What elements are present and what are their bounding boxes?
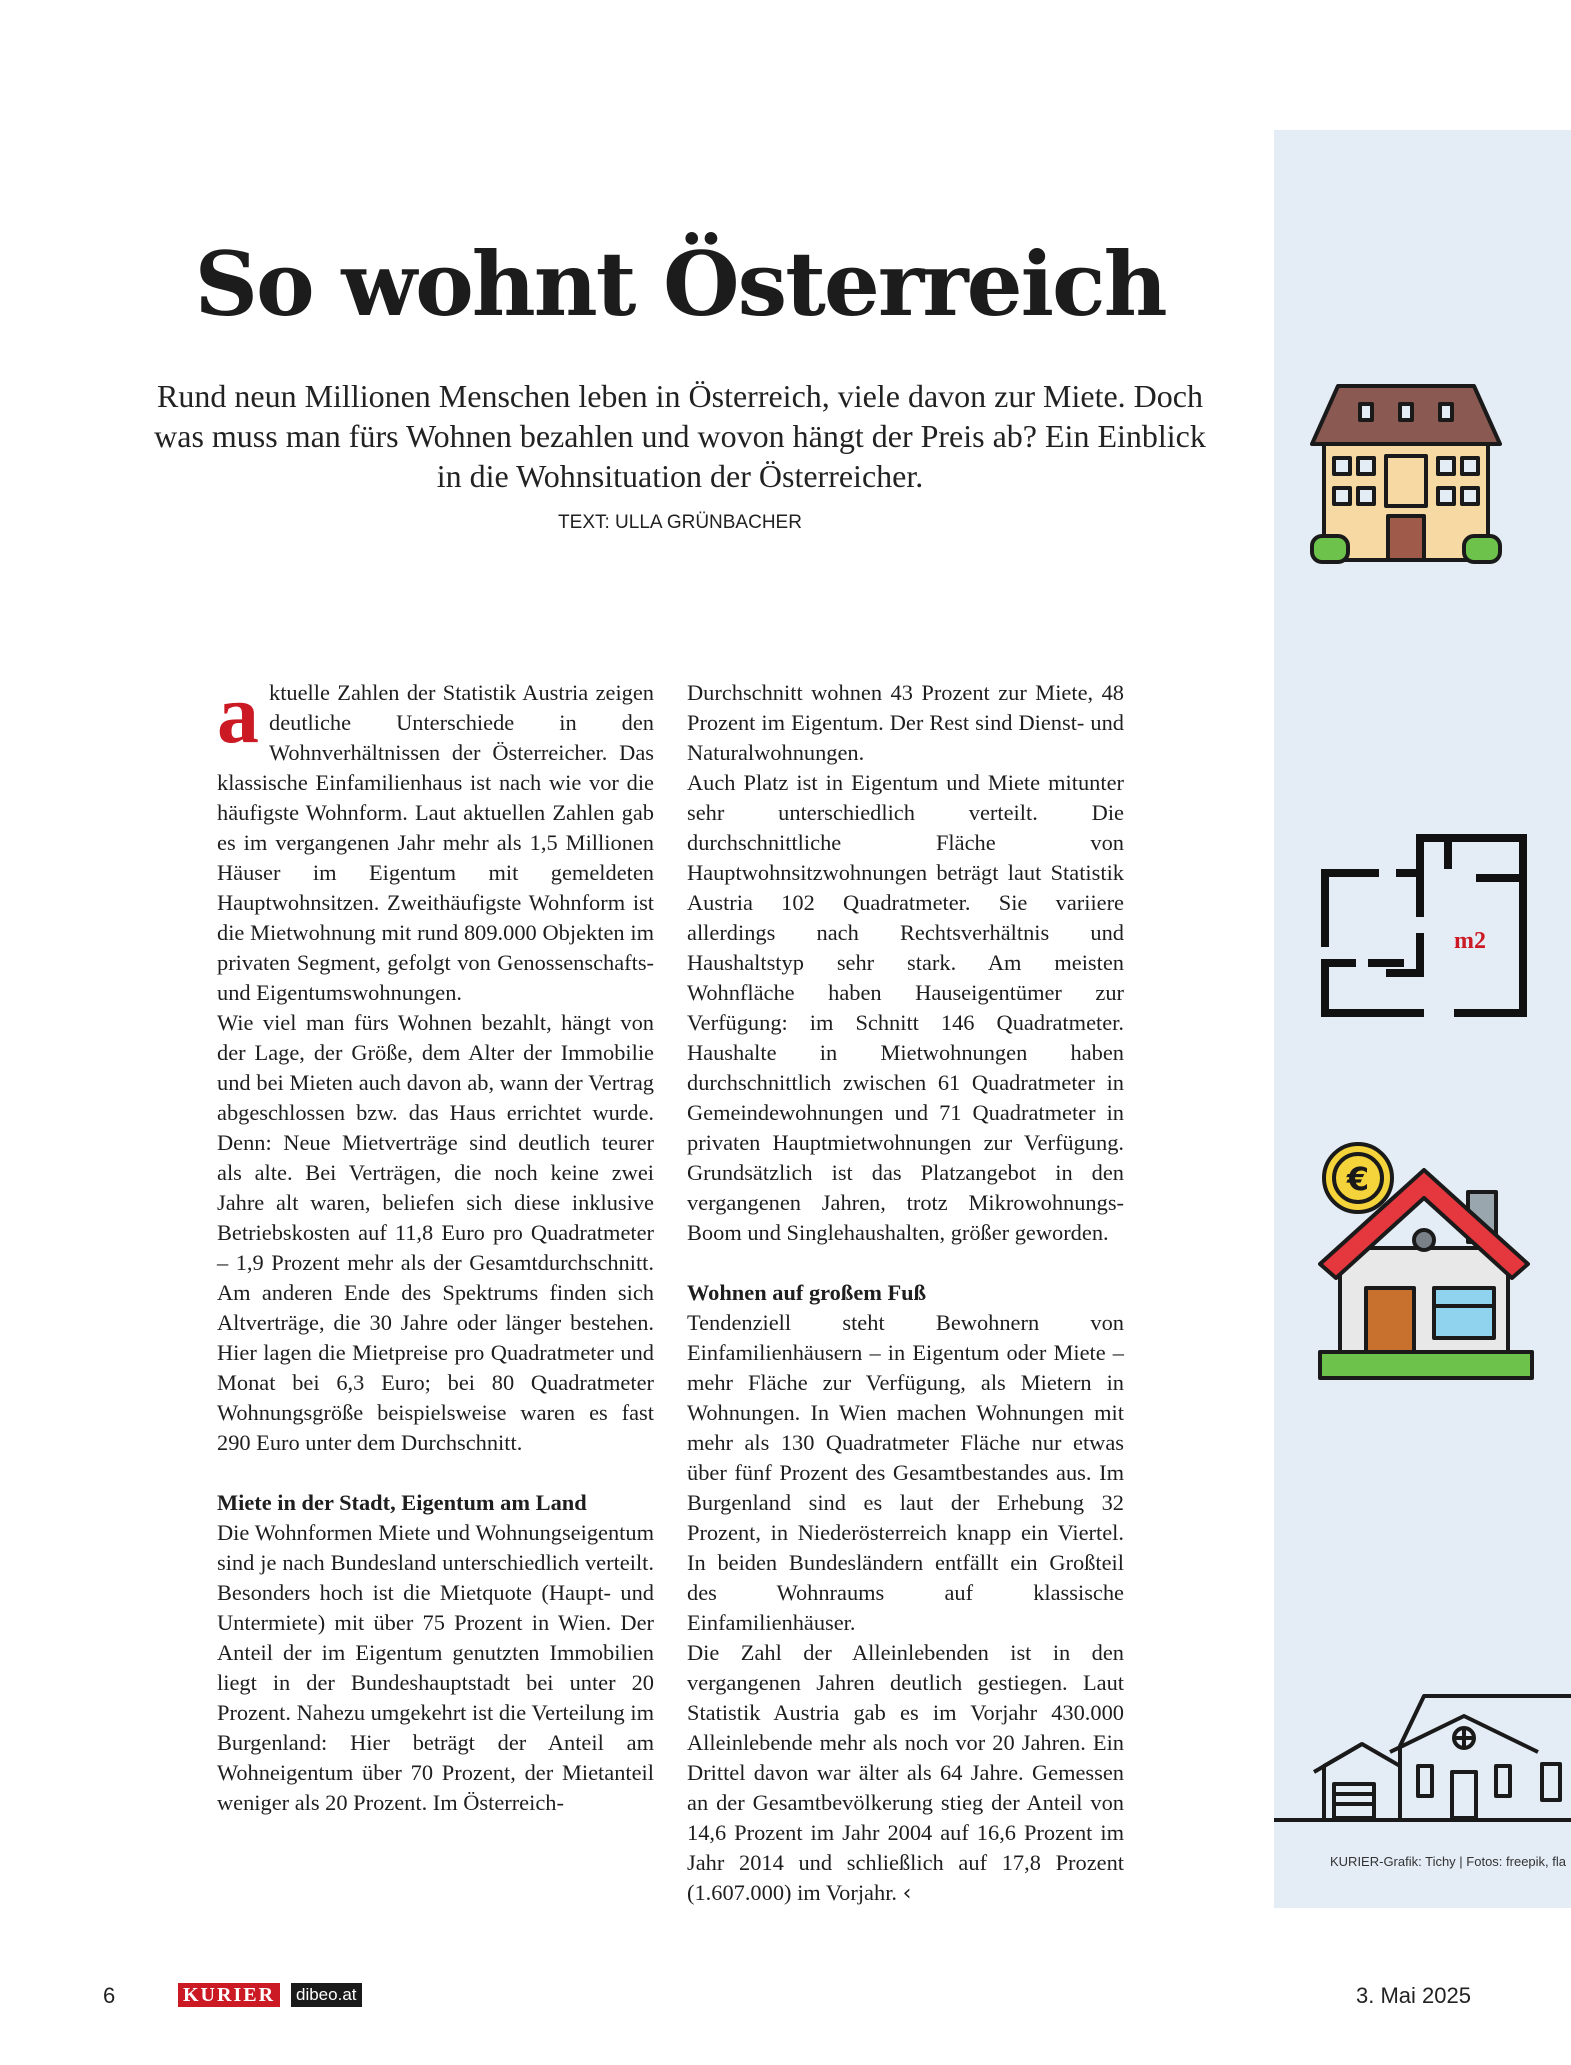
end-mark: ‹: [902, 1881, 912, 1906]
paragraph: Wie viel man fürs Wohnen bezahlt, hängt von der Lage, der Größe, dem Alter der Immobilie und bei Mieten auch davon ab, wann der Vertrag abgeschlossen bzw. das Haus errichtet wurde. Denn: Neue Mietverträge sind deutlich teurer als alte. Bei Verträgen, die noch keine zwei Jahre alt waren, beliefen sich diese inklusive Betriebskosten auf 11,8 Euro pro Quadratmeter – 1,9 Prozent mehr als der Gesamtdurchschnitt. Am anderen Ende des Spektrums finden sich Altverträge, die 30 Jahre oder länger bestehen. Hier lagen die Mietpreise pro Quadratmeter und Monat bei 6,3 Euro; bei 80 Quadratmeter Wohnungsgröße beispielsweise waren es fast 290 Euro unter dem Durchschnitt.: [217, 1010, 654, 1455]
apartment-building-icon: [1308, 382, 1504, 570]
page-number: 6: [103, 1983, 116, 2008]
dropcap: a: [217, 668, 259, 761]
house-euro-icon: [1318, 1140, 1534, 1382]
lead-paragraph: Rund neun Millionen Menschen leben in Österreich, viele davon zur Miete. Doch was muss man fürs Wohnen bezahlen und wovon hängt der Preis ab? Ein Einblick in die Wohnsituation der Österreicher.: [154, 378, 1206, 494]
paragraph: [687, 1638, 1124, 1909]
paragraph: Durchschnitt wohnen 43 Prozent zur Miete, 48 Prozent im Eigentum. Der Rest sind Dienst- und Naturalwohnungen.: [687, 680, 1124, 765]
floor-plan-label: m2: [1454, 928, 1486, 954]
houses-line-icon: [1274, 1686, 1571, 1836]
floor-plan-icon: [1320, 833, 1528, 1019]
paragraph: Tendenziell steht Bewohnern von Einfamilienhäusern – in Eigentum oder Miete – mehr Fläche zur Verfügung, als Mietern in Wohnungen. In Wien machen Wohnungen mit mehr als 130 Quadratmeter Fläche nur etwas über fünf Prozent des Gesamtbestandes aus. Im Burgenland sind es laut der Erhebung 32 Prozent, in Niederösterreich knapp ein Viertel. In beiden Bundesländern entfällt ein Großteil des Wohnraums auf klassische Einfamilienhäuser.: [687, 1310, 1124, 1635]
article-column-right: [687, 678, 1124, 1909]
paragraph: Auch Platz ist in Eigentum und Miete mitunter sehr unterschiedlich verteilt. Die durchschnittliche Fläche von Hauptwohnsitzwohnungen beträgt laut Statistik Austria 102 Quadratmeter. Sie variiere allerdings nach Rechtsverhältnis und Haushaltstyp sehr stark. Am meisten Wohnfläche haben Hauseigentümer zur Verfügung: im Schnitt 146 Quadratmeter. Haushalte in Mietwohnungen haben durchschnittlich zwischen 61 Quadratmeter in Gemeindewohnungen und 71 Quadratmeter in privaten Hauptmietwohnungen zur Verfügung. Grundsätzlich ist das Platzangebot in den vergangenen Jahren, trotz Mikrowohnungs-Boom und Singlehaushalten, größer geworden.: [687, 770, 1124, 1245]
page-title: So wohnt Österreich: [194, 232, 1166, 336]
subheading: Miete in der Stadt, Eigentum am Land: [217, 1490, 587, 1515]
paragraph-text: Die Zahl der Alleinlebenden ist in den vergangenen Jahren deutlich gestiegen. Laut Statistik Austria gab es im Vorjahr 430.000 Alleinlebende mehr als noch vor 20 Jahren. Ein Drittel davon war älter als 64 Jahre. Gemessen an der Gesamtbevölkerung stieg der Anteil von 14,6 Prozent im Jahr 2004 auf 16,6 Prozent im Jahr 2014 und schließlich auf 17,8 Prozent (1.607.000) im Vorjahr.: [687, 1640, 1124, 1905]
image-credit: KURIER-Grafik: Tichy | Fotos: freepik, fla: [1330, 1854, 1566, 1869]
issue-date: 3. Mai 2025: [1356, 1983, 1471, 2008]
kurier-logo: KURIER: [178, 1983, 280, 2007]
euro-symbol: €: [1346, 1160, 1370, 1198]
dibeo-logo: dibeo.at: [291, 1983, 362, 2007]
paragraph: Die Wohnformen Miete und Wohnungseigentum sind je nach Bundesland unterschiedlich verteilt. Besonders hoch ist die Mietquote (Haupt- und Untermiete) mit über 75 Prozent in Wien. Der Anteil der im Eigentum genutzten Immobilien liegt in der Bundeshauptstadt bei unter 20 Prozent. Nahezu umgekehrt ist die Verteilung im Burgenland: Hier beträgt der Anteil am Wohneigentum über 70 Prozent, der Mietanteil weniger als 20 Prozent. Im Österreich-: [217, 1520, 654, 1815]
subheading: Wohnen auf großem Fuß: [687, 1280, 927, 1305]
article-column-left: [217, 668, 654, 1818]
paragraph: ktuelle Zahlen der Statistik Austria zeigen deutliche Unterschiede in den Wohnverhältnissen der Österreicher. Das klassische Einfamilienhaus ist nach wie vor die häufigste Wohnform. Laut aktuellen Zahlen gab es im vergangenen Jahr mehr als 1,5 Millionen Häuser im Eigentum mit gemeldeten Hauptwohnsitzen. Zweithäufigste Wohnform ist die Mietwohnung mit rund 809.000 Objekten im privaten Segment, gefolgt von Genossenschafts- und Eigentumswohnungen.: [217, 680, 654, 1005]
byline: TEXT: ULLA GRÜNBACHER: [558, 512, 802, 533]
